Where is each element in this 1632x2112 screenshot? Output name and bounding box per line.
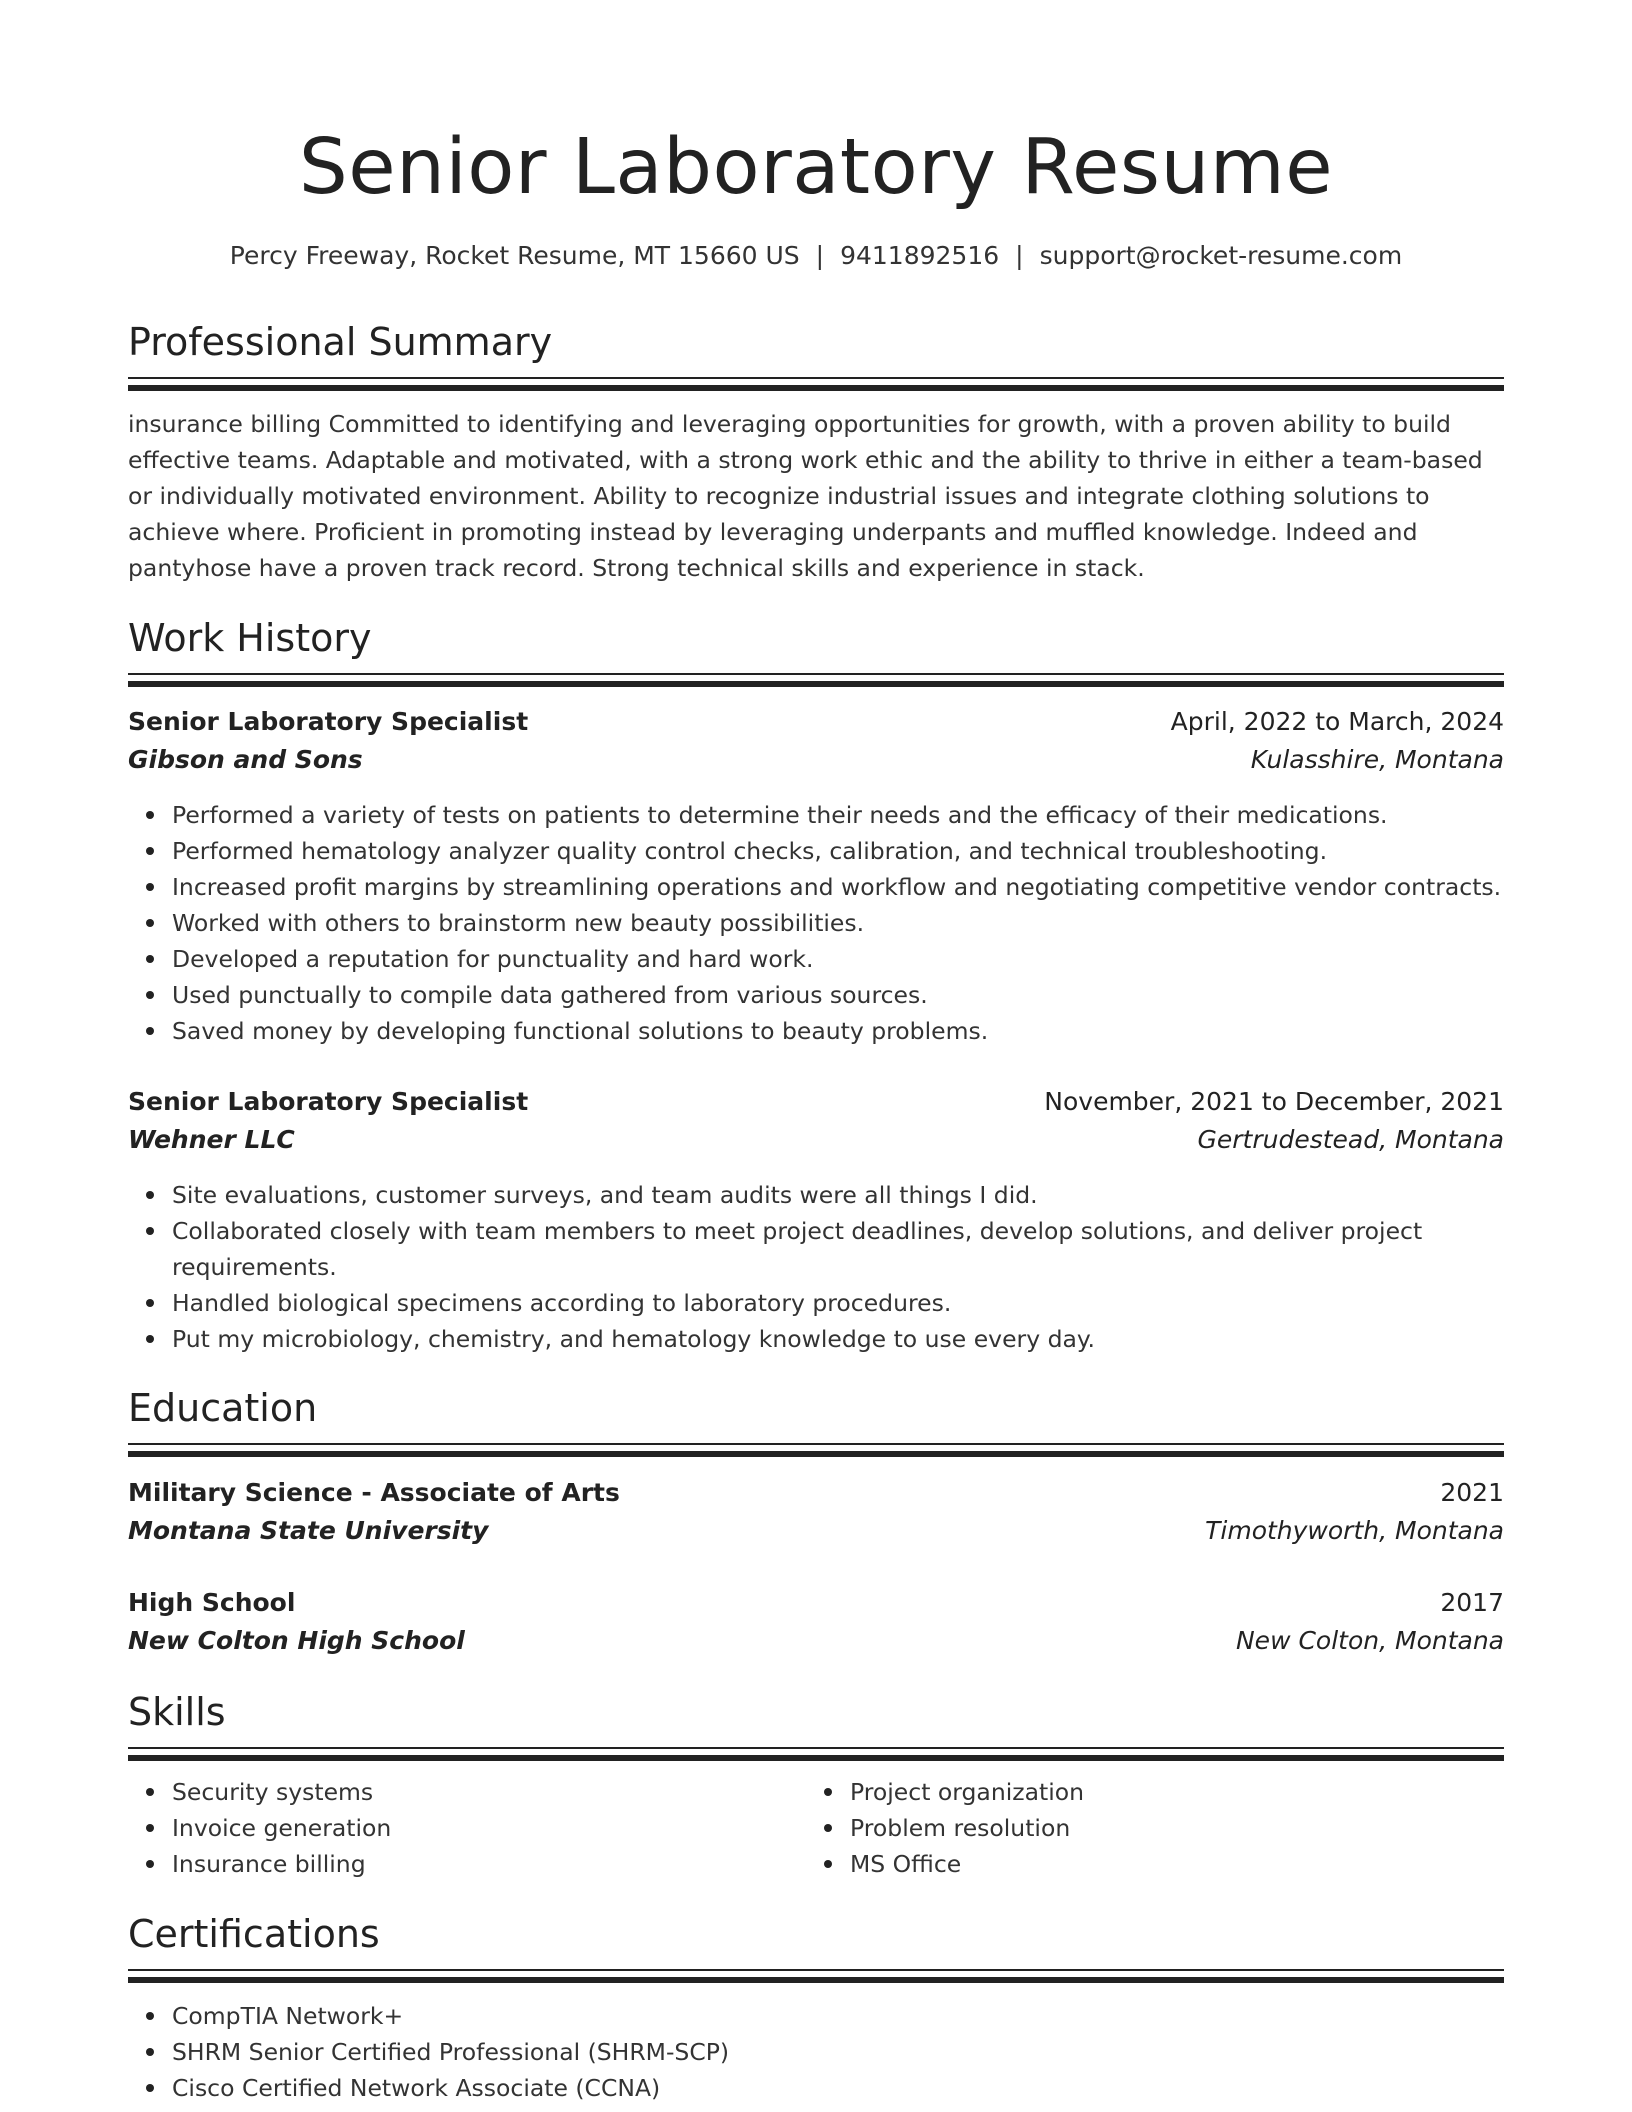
job-dates: November, 2021 to December, 2021 [1044,1087,1504,1116]
education-year: 2021 [1440,1478,1504,1507]
job-company: Wehner LLC [128,1125,295,1154]
section-divider [128,673,1504,687]
list-item: Put my microbiology, chemistry, and hematology knowledge to use every day. [172,1321,1504,1357]
job-location: Kulasshire, Montana [1250,745,1504,774]
summary-text: insurance billing Committed to identifying and leveraging opportunities for growth, with a proven ability to build effective teams. Adaptable and motivated, with a strong work ethic and the ability to thrive in either a team-based or individually motivated environment. Ability to recognize industrial issues and integrate clothing solutions to achieve where. Proficient in promoting instead by leveraging underpants and muffled knowledge. Indeed and pantyhose have a proven track record. Strong technical skills and experience in stack. [128,410,1483,582]
list-item: MS Office [850,1846,1504,1882]
list-item: Increased profit margins by streamlining operations and workflow and negotiating competitive vendor contracts. [172,869,1504,905]
list-item: CompTIA Network+ [172,1998,1504,2034]
job-title: Senior Laboratory Specialist [128,707,529,736]
job-company-row [128,742,1504,778]
list-item: Saved money by developing functional solutions to beauty problems. [172,1013,1504,1049]
education-heading: Education [128,1386,318,1430]
list-item: Performed a variety of tests on patients to determine their needs and the efficacy of their medications. [172,797,1504,833]
contact-address: Percy Freeway, Rocket Resume, MT 15660 US [229,241,800,270]
job-dates: April, 2022 to March, 2024 [1170,707,1504,736]
job-company-row [128,1122,1504,1158]
education-school: New Colton High School [128,1626,465,1655]
list-item: Project organization [850,1774,1504,1810]
list-item: Used punctually to compile data gathered from various sources. [172,977,1504,1013]
education-school-row [128,1623,1504,1659]
contact-separator: | [815,241,825,270]
education-location: Timothyworth, Montana [1205,1516,1504,1545]
job-company: Gibson and Sons [128,745,363,774]
section-divider [128,377,1504,391]
resume-title: Senior Laboratory Resume [298,123,1334,212]
list-item: Handled biological specimens according to laboratory procedures. [172,1285,1504,1321]
education-location: New Colton, Montana [1235,1626,1504,1655]
list-item: Invoice generation [172,1810,808,1846]
contact-phone: 9411892516 [840,241,1000,270]
contact-separator: | [1015,241,1024,270]
list-item: Performed hematology analyzer quality control checks, calibration, and technical troubleshooting. [172,833,1504,869]
work-heading: Work History [128,616,372,660]
section-divider [128,1747,1504,1761]
job-location: Gertrudestead, Montana [1197,1125,1504,1154]
skills-list-right [806,1774,1504,1882]
list-item: Problem resolution [850,1810,1504,1846]
contact-line [128,236,1504,276]
education-degree: High School [128,1588,296,1617]
list-item: Site evaluations, customer surveys, and team audits were all things I did. [172,1177,1504,1213]
education-header-row [128,1585,1504,1621]
summary-heading: Professional Summary [128,320,553,364]
job-bullets [128,797,1504,1049]
education-year: 2017 [1440,1588,1504,1617]
section-divider [128,1443,1504,1457]
education-school-row [128,1513,1504,1549]
list-item: SHRM Senior Certified Professional (SHRM-SCP) [172,2034,1504,2070]
list-item: Cisco Certified Network Associate (CCNA) [172,2070,1504,2106]
contact-email[interactable]: support@rocket-resume.com [1039,241,1403,270]
list-item: Worked with others to brainstorm new beauty possibilities. [172,905,1504,941]
job-title: Senior Laboratory Specialist [128,1087,529,1116]
list-item: Collaborated closely with team members to meet project deadlines, develop solutions, and deliver project requirements. [172,1213,1504,1285]
job-bullets [128,1177,1504,1357]
education-degree: Military Science - Associate of Arts [128,1478,620,1507]
skills-list-left [128,1774,808,1882]
education-header-row [128,1475,1504,1511]
section-divider [128,1969,1504,1983]
list-item: Security systems [172,1774,808,1810]
certifications-heading: Certifications [128,1912,380,1956]
list-item: Developed a reputation for punctuality and hard work. [172,941,1504,977]
certifications-list [128,1998,1504,2106]
list-item: Insurance billing [172,1846,808,1882]
job-header-row [128,704,1504,740]
job-header-row [128,1084,1504,1120]
skills-heading: Skills [128,1690,226,1734]
education-school: Montana State University [128,1516,489,1545]
